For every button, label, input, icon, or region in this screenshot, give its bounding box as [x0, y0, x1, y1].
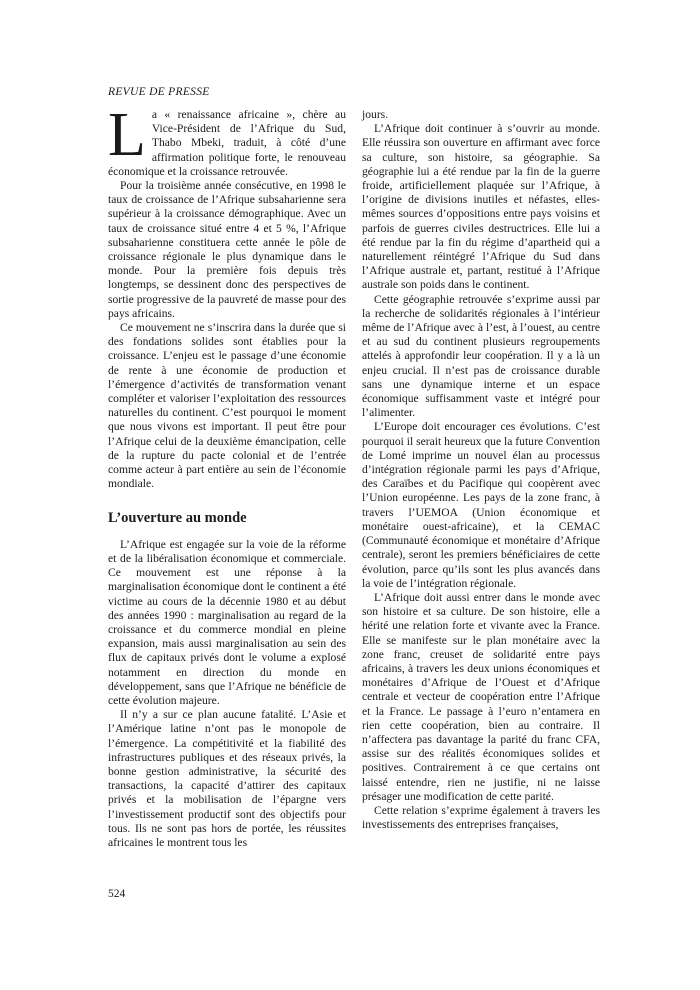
paragraph-openness: L’Afrique doit continuer à s’ouvrir au monde. Elle réussira son ouverture en affirmant avec force sa culture, son histoire, sa géographie. Sa géographie lui a été rendue par la fin de la guerre froide, artificiellement plaquée sur l’Afrique, à l’origine de divisions inutiles et néfastes, elles-mêmes sources d’oppositions entre pays voisins et parfois de guerres civiles destructrices. Elle lui a été rendue par la fin du régime d’apartheid qui a naturellement réintégré l’Afrique du Sud dans l’Afrique australe et, partant, restitué à l’Afrique australe son poids dans le continent.	[362, 122, 600, 292]
paragraph-europe: L’Europe doit encourager ces évolutions. C’est pourquoi il serait heureux que la future Convention de Lomé imprime un nouvel élan au processus d’intégration régionale parmi les pays d’Afrique, des Caraïbes et du Pacifique qui coopèrent avec l’Union européenne. Les pays de la zone franc, à travers l’UEMOA (Union économique et monétaire ouest-africaine), et la CEMAC (Communauté économique et monétaire d’Afrique centrale), seront les premiers bénéficiaires de cette évolution, parce qu’ils sont les plus avancés dans la voie de l’intégration régionale.	[362, 420, 600, 590]
drop-cap: L	[108, 101, 146, 169]
paragraph-growth: Pour la troisième année consécutive, en 1998 le taux de croissance de l’Afrique subsaharienne sera supérieur à la croissance démographique. Avec un taux de croissance situé entre 4 et 5 %, l’Afrique subsaharienne constituera cette année le pôle de croissance régionale le plus dynamique dans le monde. Pour la première fois depuis très longtemps, se dessinent donc des perspectives de sortie progressive de la pauvreté de masse pour des pays africains.	[108, 179, 346, 320]
right-column	[362, 108, 600, 832]
paragraph-geography: Cette géographie retrouvée s’exprime aussi par la recherche de solidarités régionales à l’intérieur même de l’Afrique avec à l’est, à l’ouest, au centre et au sud du continent plusieurs regroupements attelés à approfondir leur coopération. Il y a là un enjeu crucial. Il n’est pas de croissance durable sans une dynamique interne et un espace économique suffisamment vaste et intégré pour l’alimenter.	[362, 292, 600, 420]
running-head: REVUE DE PRESSE	[108, 86, 210, 98]
paragraph-history: L’Afrique doit aussi entrer dans le monde avec son histoire et sa culture. De son histoire, elle a hérité une relation forte et vivante avec la France. Elle se manifeste sur le plan monétaire avec la zone franc, creuset de solidarité entre pays africains, à travers les deux unions économiques et monétaires d’Afrique de l’Ouest et d’Afrique centrale et vecteur de coopération entre l’Afrique et la France. Le passage à l’euro n’entamera en rien cette coopération, bien au contraire. Il n’affectera pas davantage la parité du franc CFA, assise sur des réalités économiques solides et positives. Contrairement à ce que certains ont laissé entendre, rien ne justifie, ni ne laisse présager une modification de cette parité.	[362, 590, 600, 803]
paragraph-foundations: Ce mouvement ne s’inscrira dans la durée que si des fondations solides sont établies pour la croissance. L’enjeu est le passage d’une économie de rente à une économie de production et l’émergence d’activités de transformation venant compléter et valoriser l’exploitation des ressources naturelles du continent. C’est pourquoi le moment que nous vivons est important. Il peut être pour l’Afrique celui de la deuxième émancipation, celle de la rupture du pacte colonial et de l’entrée comme acteur à part entière au sein de l’économie mondiale.	[108, 321, 346, 491]
left-column	[108, 101, 346, 850]
intro-paragraph	[108, 101, 346, 179]
paragraph-no-fatality: Il n’y a sur ce plan aucune fatalité. L’Asie et l’Amérique latine n’ont pas le monopole de l’émergence. La compétitivité et la fiabilité des infrastructures publiques et des réseaux privés, la bonne gestion administrative, la sécurité des transactions, la capacité d’attirer des capitaux privés et la mobilisation de l’épargne vers l’investissement productif sont des objectifs pour tous. Ils ne sont pas hors de portée, les réussites africaines le montrent tous les	[108, 708, 346, 849]
intro-lead: a « renaissance africaine », chère au Vice-Président de l’Afrique du Sud, Thabo Mbeki, traduit, à côté d’une affirmation politique forte, le renouveau économique et la croissance retrouvée.	[108, 108, 346, 178]
paragraph-continuation: jours.	[362, 108, 389, 121]
page-number: 524	[108, 888, 126, 900]
section-heading: L’ouverture au monde	[108, 510, 247, 527]
paragraph-reform: L’Afrique est engagée sur la voie de la réforme et de la libéralisation économique et commerciale. Ce mouvement est une réponse à la marginalisation économique dont le continent a été victime au cours de la décennie 1980 et au début des années 1990 : marginalisation au regard de la croissance et du commerce mondial en pleine expansion, mais aussi marginalisation au sein des flux de capitaux privés dont le volume a explosé notamment en direction du monde en développement, sans que l’Afrique ne bénéficie de cette évolution majeure.	[108, 537, 346, 707]
paragraph-investments: Cette relation s’exprime également à travers les investissements des entreprises françaises,	[362, 803, 600, 832]
